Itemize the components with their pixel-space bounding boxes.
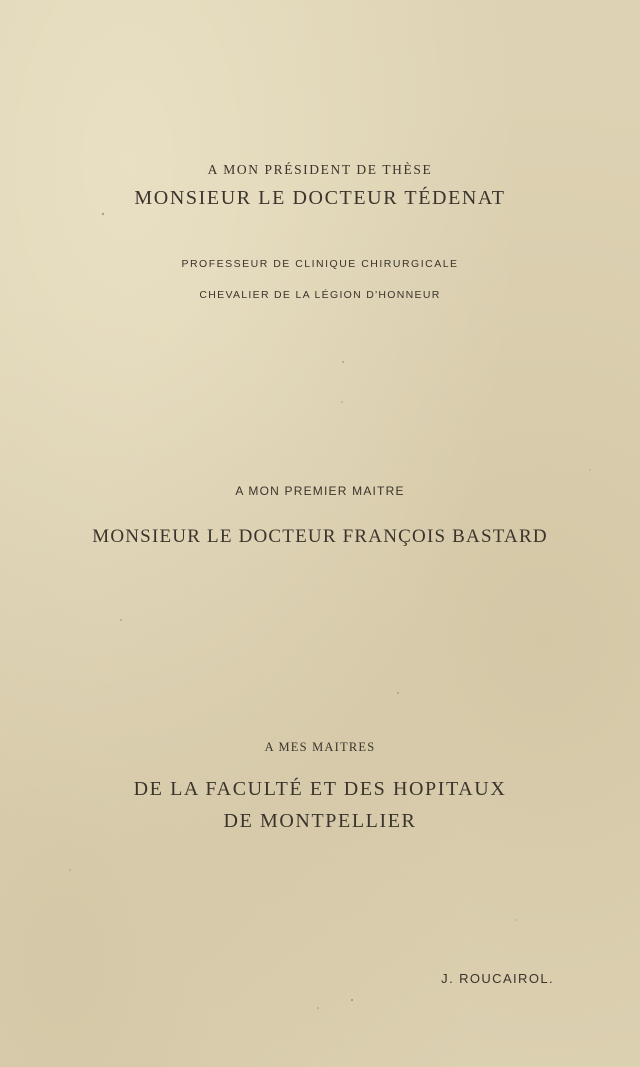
president-title: PROFESSEUR DE CLINIQUE CHIRURGICALE xyxy=(181,258,459,270)
author-signature: J. ROUCAIROL. xyxy=(441,971,554,986)
president-name: MONSIEUR LE DOCTEUR TÉDENAT xyxy=(134,187,506,209)
masters-line-2: DE MONTPELLIER xyxy=(223,810,417,832)
president-honor: CHEVALIER DE LA LÉGION D'HONNEUR xyxy=(199,289,441,301)
first-master-name: MONSIEUR LE DOCTEUR FRANÇOIS BASTARD xyxy=(92,526,548,547)
president-heading: A MON PRÉSIDENT DE THÈSE xyxy=(207,162,433,177)
masters-line-1: DE LA FACULTÉ ET DES HOPITAUX xyxy=(133,778,507,800)
first-master-heading: A MON PREMIER MAITRE xyxy=(235,484,405,498)
masters-heading: A MES MAITRES xyxy=(264,740,376,754)
